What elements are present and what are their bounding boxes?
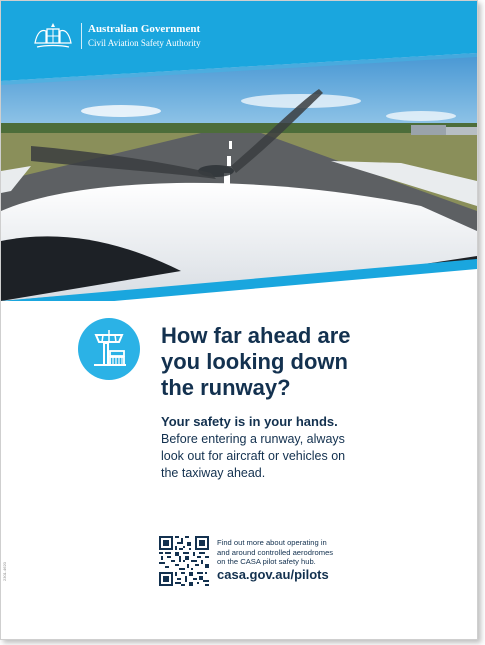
headline-line: the runway? xyxy=(161,375,291,400)
more-info-line: Find out more about operating in xyxy=(217,538,327,547)
body-line: Before entering a runway, always xyxy=(161,432,345,446)
qr-code[interactable] xyxy=(159,536,209,586)
website-link[interactable]: casa.gov.au/pilots xyxy=(217,567,329,582)
body-line: look out for aircraft or vehicles on xyxy=(161,449,346,463)
headline xyxy=(161,323,421,401)
more-info-line: on the CASA pilot safety hub. xyxy=(217,557,316,566)
body-line: the taxiway ahead. xyxy=(161,466,266,480)
headline-line: How far ahead are xyxy=(161,323,351,348)
safety-subhead: Your safety is in your hands. xyxy=(161,414,338,429)
body-text xyxy=(161,431,421,482)
agency-name: Civil Aviation Safety Authority xyxy=(88,38,201,48)
print-code: 2301.4620 xyxy=(2,562,7,581)
control-tower-icon xyxy=(78,318,140,380)
more-info-line: and around controlled aerodromes xyxy=(217,547,334,557)
more-info xyxy=(217,538,417,567)
government-branding xyxy=(81,23,201,49)
gov-title: Australian Government xyxy=(88,23,201,35)
headline-line: you looking down xyxy=(161,349,348,374)
coat-of-arms-icon xyxy=(31,21,75,53)
